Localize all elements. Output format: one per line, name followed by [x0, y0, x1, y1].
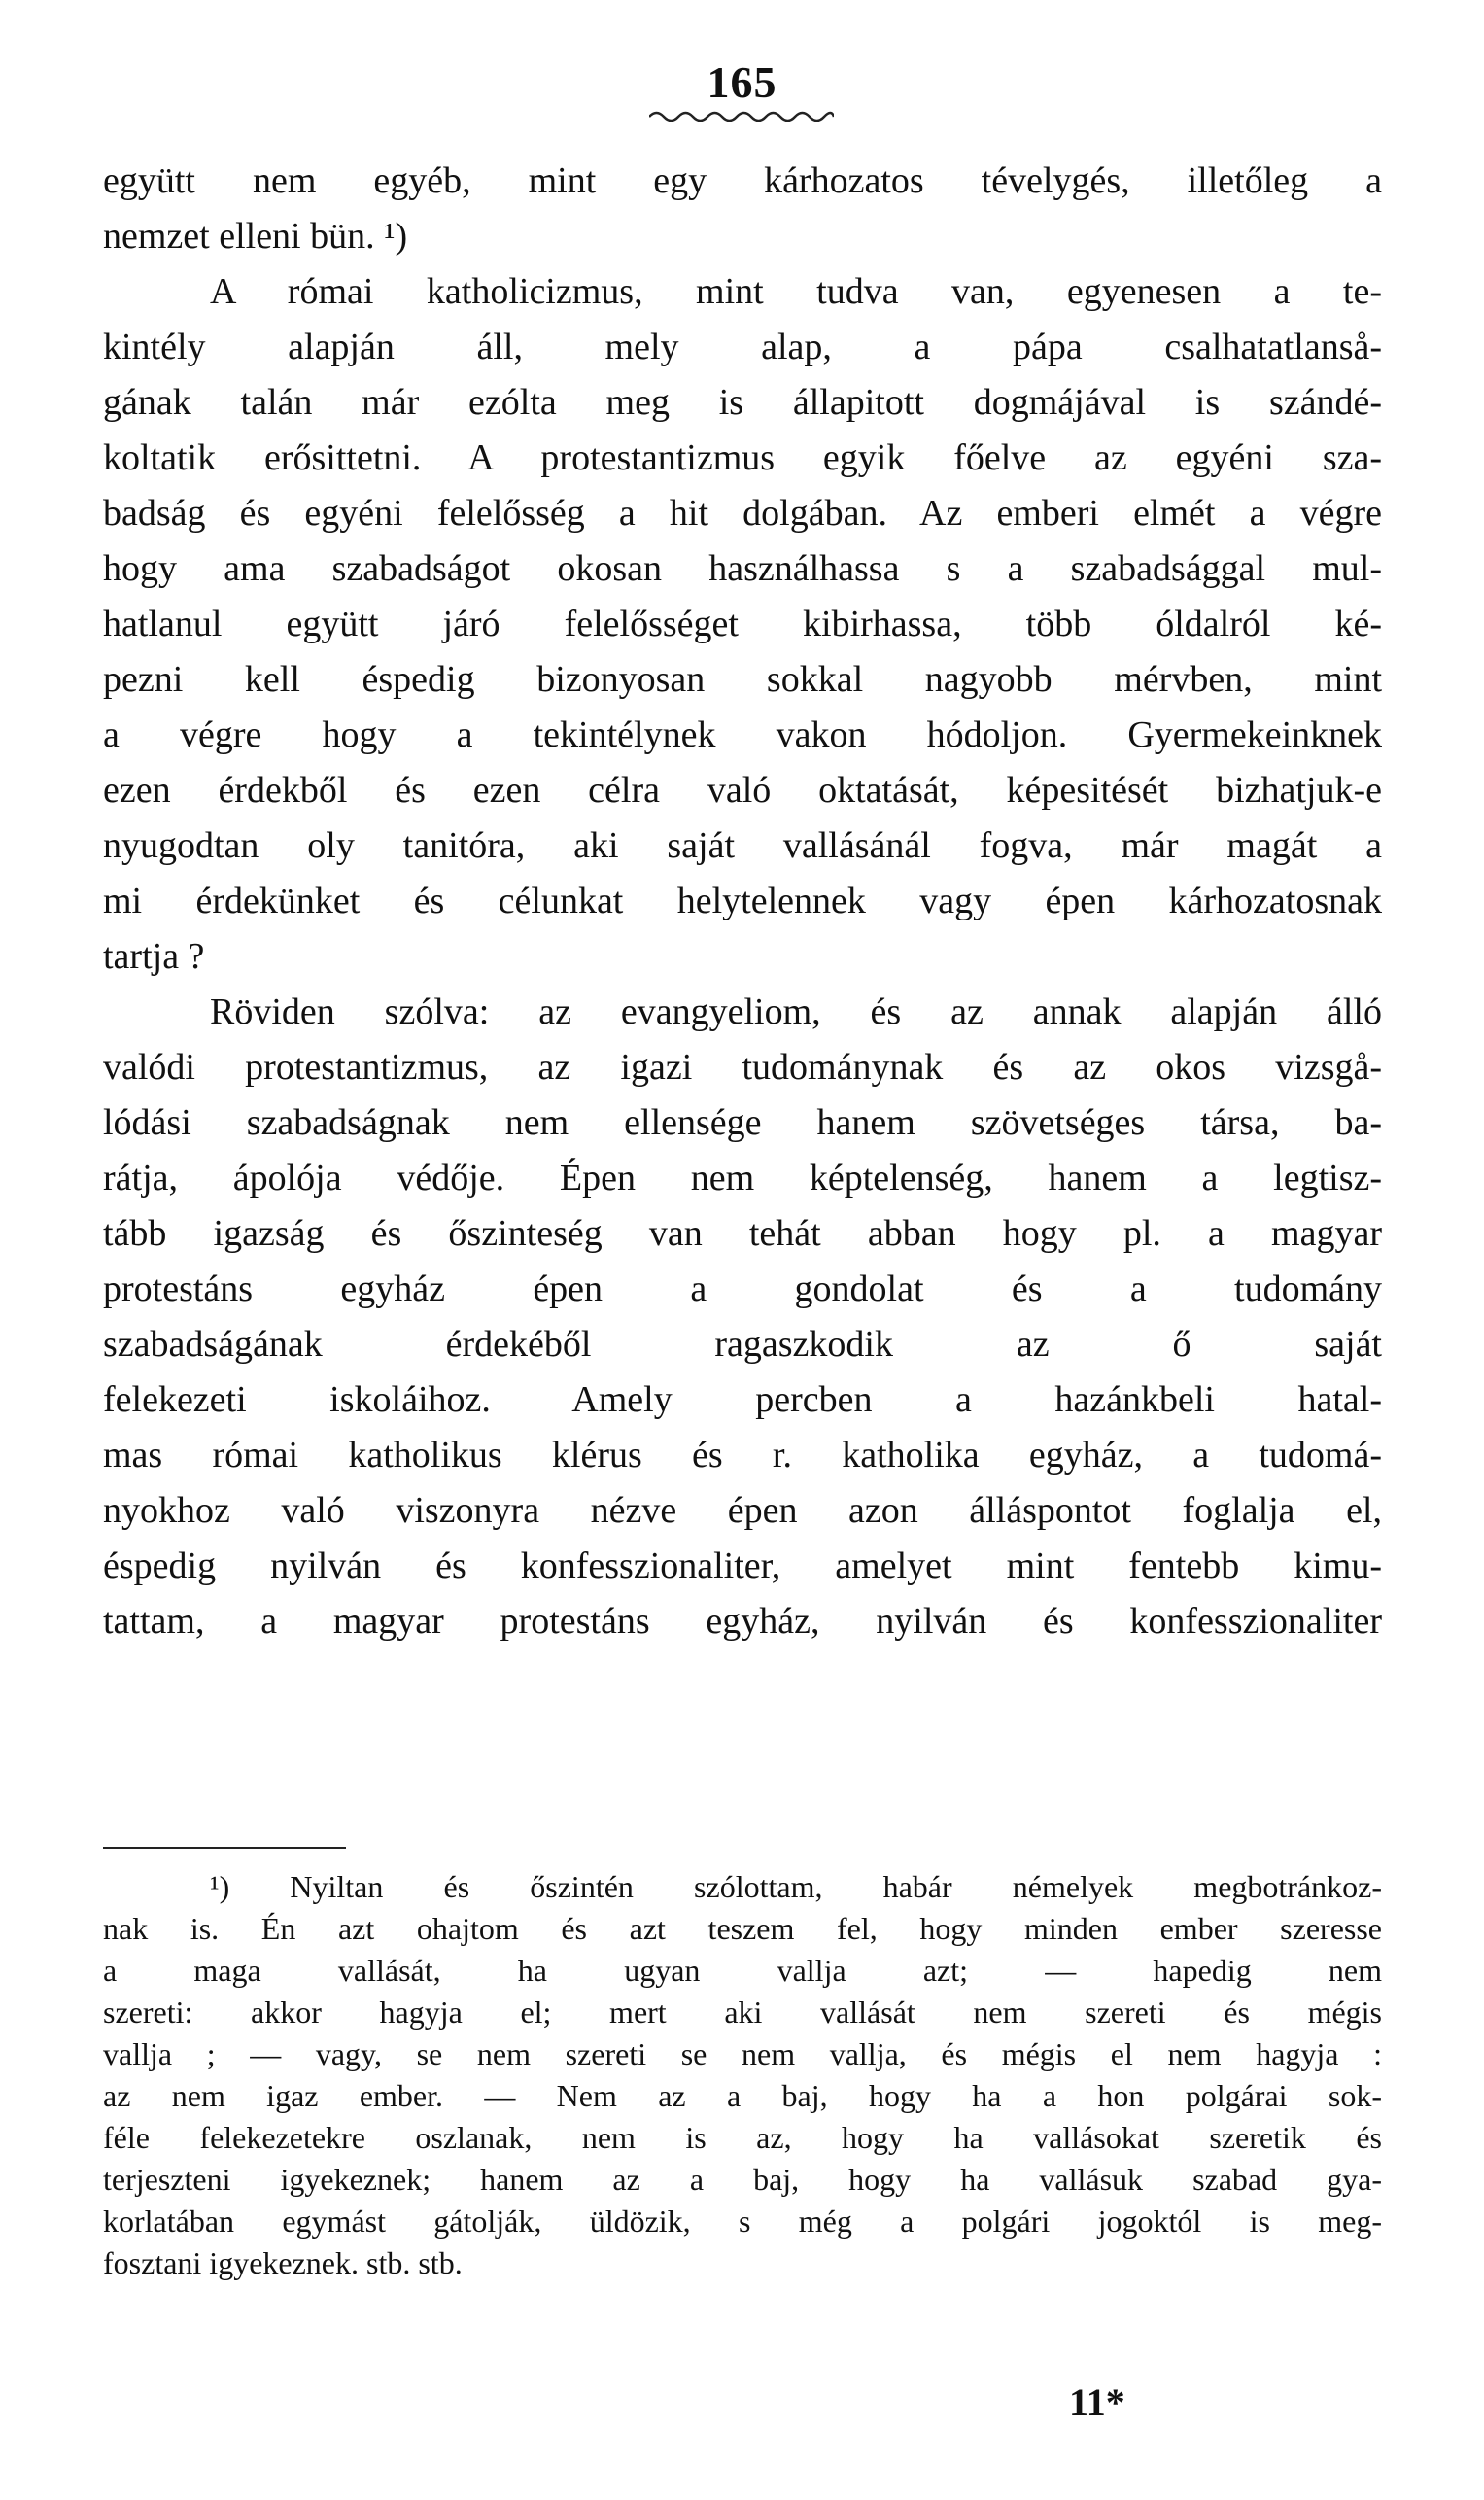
footnote-line: féle felekezetekre oszlanak, nem is az, hogy ha vallásokat szeretik és	[103, 2120, 1382, 2155]
paragraph-2-line: a végre hogy a tekintélynek vakon hódoljon. Gyermekeinknek	[103, 714, 1382, 755]
footnote-line: korlatában egymást gátolják, üldözik, s még a polgári jogoktól is meg-	[103, 2204, 1382, 2239]
paragraph-1-line: együtt nem egyéb, mint egy kárhozatos tévelygés, illetőleg a	[103, 160, 1382, 201]
paragraph-2-line: ezen érdekből és ezen célra való oktatását, képesitését bizhatjuk-e	[103, 770, 1382, 811]
page-number: 165	[707, 57, 777, 107]
footnote-line: ¹) Nyiltan és őszintén szólottam, habár némelyek megbotránkoz-	[210, 1869, 1382, 1904]
paragraph-2-line: A római katholicizmus, mint tudva van, egyenesen a te-	[210, 271, 1382, 312]
main-text	[103, 154, 1382, 1649]
paragraph-3-line: mas római katholikus klérus és r. katholika egyház, a tudomá-	[103, 1435, 1382, 1476]
paragraph-2-line: badság és egyéni felelősség a hit dolgában. Az emberi elmét a végre	[103, 493, 1382, 534]
paragraph-2-line: mi érdekünket és célunkat helytelennek vagy épen kárhozatosnak	[103, 881, 1382, 921]
paragraph-3-line: tattam, a magyar protestáns egyház, nyilván és konfesszionaliter	[103, 1601, 1382, 1642]
footnote-line: a maga vallását, ha ugyan vallja azt; — hapedig nem	[103, 1953, 1382, 1988]
footnote-line: az nem igaz ember. — Nem az a baj, hogy ha a hon polgárai sok-	[103, 2078, 1382, 2113]
paragraph-2-line: nyugodtan oly tanitóra, aki saját vallásánál fogva, már magát a	[103, 825, 1382, 866]
paragraph-3-line: protestáns egyház épen a gondolat és a tudomány	[103, 1268, 1382, 1309]
paragraph-3-line: szabadságának érdekéből ragaszkodik az ő saját	[103, 1324, 1382, 1365]
paragraph-2-line: pezni kell éspedig bizonyosan sokkal nagyobb mérvben, mint	[103, 659, 1382, 700]
paragraph-2-line: tartja ?	[103, 936, 205, 977]
paragraph-3-line: valódi protestantizmus, az igazi tudománynak és az okos vizsgå-	[103, 1047, 1382, 1088]
footnote-line: szereti: akkor hagyja el; mert aki vallását nem szereti és mégis	[103, 1995, 1382, 2030]
wavy-ornament	[649, 109, 834, 124]
footnote-line: terjeszteni igyekeznek; hanem az a baj, hogy ha vallásuk szabad gya-	[103, 2162, 1382, 2197]
paragraph-2-line: hatlanul együtt járó felelősséget kibirhassa, több óldalról ké-	[103, 604, 1382, 644]
paragraph-3-line: tább igazság és őszinteség van tehát abban hogy pl. a magyar	[103, 1213, 1382, 1254]
paragraph-2-line: kintély alapján áll, mely alap, a pápa csalhatatlanså-	[103, 327, 1382, 367]
paragraph-3-line: éspedig nyilván és konfesszionaliter, amelyet mint fentebb kimu-	[103, 1545, 1382, 1586]
footnote-divider	[103, 1847, 346, 1849]
paragraph-2-line: koltatik erősittetni. A protestantizmus egyik főelve az egyéni sza-	[103, 437, 1382, 478]
signature-mark: 11*	[1069, 2380, 1125, 2424]
paragraph-3-line: nyokhoz való viszonyra nézve épen azon álláspontot foglalja el,	[103, 1490, 1382, 1531]
paragraph-2-line: gának talán már ezólta meg is állapitott dogmájával is szándé-	[103, 382, 1382, 423]
paragraph-2-line: hogy ama szabadságot okosan használhassa s a szabadsággal mul-	[103, 548, 1382, 589]
paragraph-3-line: Röviden szólva: az evangyeliom, és az annak alapján álló	[210, 991, 1382, 1032]
footnote-line: nak is. Én azt ohajtom és azt teszem fel, hogy minden ember szeresse	[103, 1911, 1382, 1946]
footnote-block	[103, 1866, 1382, 2284]
footnote-line: vallja ; — vagy, se nem szereti se nem vallja, és mégis el nem hagyja :	[103, 2036, 1382, 2071]
paragraph-3-line: rátja, ápolója védője. Épen nem képtelenség, hanem a legtisz-	[103, 1158, 1382, 1198]
paragraph-3-line: lódási szabadságnak nem ellensége hanem szövetséges társa, ba-	[103, 1102, 1382, 1143]
paragraph-1-line: nemzet elleni bün. ¹)	[103, 216, 408, 257]
paragraph-3-line: felekezeti iskoláihoz. Amely percben a hazánkbeli hatal-	[103, 1379, 1382, 1420]
footnote-line: fosztani igyekeznek. stb. stb.	[103, 2245, 463, 2280]
